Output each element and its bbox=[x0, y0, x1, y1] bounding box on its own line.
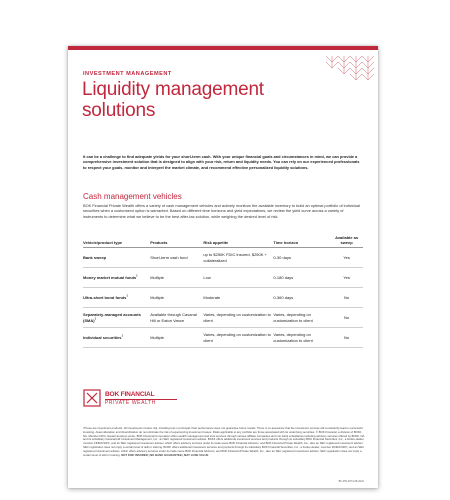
section-body: BOK Financial Private Wealth offers a variety of cash management vehicles and actively monitors the available inventory to build an optimal portfolio of individual securities when a customized option is warranted. Based on different time horizons and yield expectations, we review the yield curve across a variety of instruments to determine what we believe to be the best after-tax solution, while weighing the desired level of risk. bbox=[83, 203, 360, 219]
cell-horizon: 0-30 days bbox=[273, 248, 332, 268]
cell-products: Multiple bbox=[150, 328, 203, 348]
col-header-sweep: Available as sweep bbox=[332, 234, 363, 248]
cell-sweep: Yes bbox=[332, 268, 363, 288]
cell-type: Individual securities$^1$ bbox=[83, 328, 150, 348]
title-line-1: Liquidity management bbox=[82, 79, 264, 100]
table-row bbox=[83, 268, 363, 288]
cell-type: Bank sweep bbox=[83, 248, 150, 268]
col-header-type: Vehicle/product type bbox=[83, 234, 150, 248]
eyebrow-label: INVESTMENT MANAGEMENT bbox=[83, 71, 172, 77]
disclaimer-text: ¹These are investment products. All investments involve risk, including loss or principal. Past performance does not guarantee future results. There is no assurance that the investment process will consistently lead to successful investing. Asset allocation and diversification do not eliminate the risk of experiencing investment losses. Risks applicable to any portfolio are those associated with its underlying securities. © BOK Financial, a division of BOKF, NA. Member FDIC. Equal Housing Lender. BOK Financial Corporation offers wealth management and trust services through various affiliate companies and non-bank subsidiaries including advisory services offered by BOKF, NA and its subsidiary Cavanal Hill Investment Management, Inc., an SEC registered investment adviser. BOKF offers additional investment services and products through its subsidiary BOK Financial Securities, Inc., a broker-dealer, member FINRA/SIPC, and an SEC registered investment adviser, which offers advisory services under its trade name BOK Financial Advisors, and BOK Financial Private Wealth, Inc., also an SEC registered investment adviser. SEC registration does not imply a certain level of skill or training. BOKF offers additional investment services and products through its subsidiary BOK Financial Securities, Inc., a broker-dealer, member FINRA/SIPC, and an SEC registered investment adviser, which offers advisory services under its trade name BOK Financial Advisors, and BOK Financial Private Wealth, Inc., also an SEC registered investment adviser. SEC registration does not imply a certain level of skill or training. bbox=[83, 426, 365, 457]
section-heading: Cash management vehicles bbox=[83, 192, 182, 201]
geometric-pattern-graphic bbox=[324, 54, 374, 80]
cell-products: Multiple bbox=[150, 288, 203, 308]
cell-horizon: 0-360 days bbox=[273, 288, 332, 308]
title-line-2: solutions bbox=[82, 100, 156, 121]
cell-risk: up to $250K FDIC insured, $250K + collateralized bbox=[203, 248, 273, 268]
cell-products: Short-term cash fund bbox=[150, 248, 203, 268]
cell-sweep: Yes bbox=[332, 248, 363, 268]
cell-horizon: Varies, depending on customization to client bbox=[273, 308, 332, 328]
cell-horizon: 0-180 days bbox=[273, 268, 332, 288]
col-header-products: Products bbox=[150, 234, 203, 248]
cell-type: Separately-managed accounts (SMA)$^1$ bbox=[83, 308, 150, 328]
top-accent-bar bbox=[68, 46, 378, 50]
document-id: BF-PW-0074-08-2022 bbox=[338, 480, 364, 483]
logo-subtitle: PRIVATE WEALTH bbox=[105, 400, 156, 406]
document-page bbox=[68, 46, 378, 488]
cell-products: Multiple bbox=[150, 268, 203, 288]
col-header-risk: Risk appetite bbox=[203, 234, 273, 248]
page-title bbox=[82, 79, 352, 121]
vehicles-table bbox=[83, 234, 363, 348]
table-header-row bbox=[83, 234, 363, 248]
col-header-horizon: Time horizon bbox=[273, 234, 332, 248]
table-row bbox=[83, 288, 363, 308]
cell-risk: Varies, depending on customization to client bbox=[203, 328, 273, 348]
cell-sweep: No bbox=[332, 288, 363, 308]
bokf-logo bbox=[83, 388, 193, 414]
cell-risk: Moderate bbox=[203, 288, 273, 308]
cell-sweep: No bbox=[332, 308, 363, 328]
cell-risk: Low bbox=[203, 268, 273, 288]
cell-risk: Varies, depending on customization to client bbox=[203, 308, 273, 328]
disclaimer-caps: NOT FDIC INSURED | NO BANK GUARANTEE | MAY LOSE VALUE bbox=[121, 452, 209, 457]
table-row bbox=[83, 328, 363, 348]
logo-name: BOK FINANCIAL bbox=[105, 391, 155, 398]
cell-type: Ultra-short bond funds$^1$ bbox=[83, 288, 150, 308]
table-row bbox=[83, 248, 363, 268]
cell-type: Money market mutual funds$^1$ bbox=[83, 268, 150, 288]
intro-paragraph: It can be a challenge to find adequate yields for your short-term cash. With your unique financial goals and circumstances in mind, we can provide a comprehensive investment solution that is designed to align with your risk, return and liquidity needs. You can rely on our experienced professionals to respect your goals, monitor and interpret the market climate, and recommend effective personalized liquidity solutions. bbox=[83, 154, 360, 170]
bokf-logo-mark-icon bbox=[83, 389, 101, 407]
cell-products: Available through Cavanal Hill or Eaton Vance bbox=[150, 308, 203, 328]
cell-horizon: Varies, depending on customization to client bbox=[273, 328, 332, 348]
table-row bbox=[83, 308, 363, 328]
disclaimer bbox=[83, 427, 365, 457]
cell-sweep: No bbox=[332, 328, 363, 348]
